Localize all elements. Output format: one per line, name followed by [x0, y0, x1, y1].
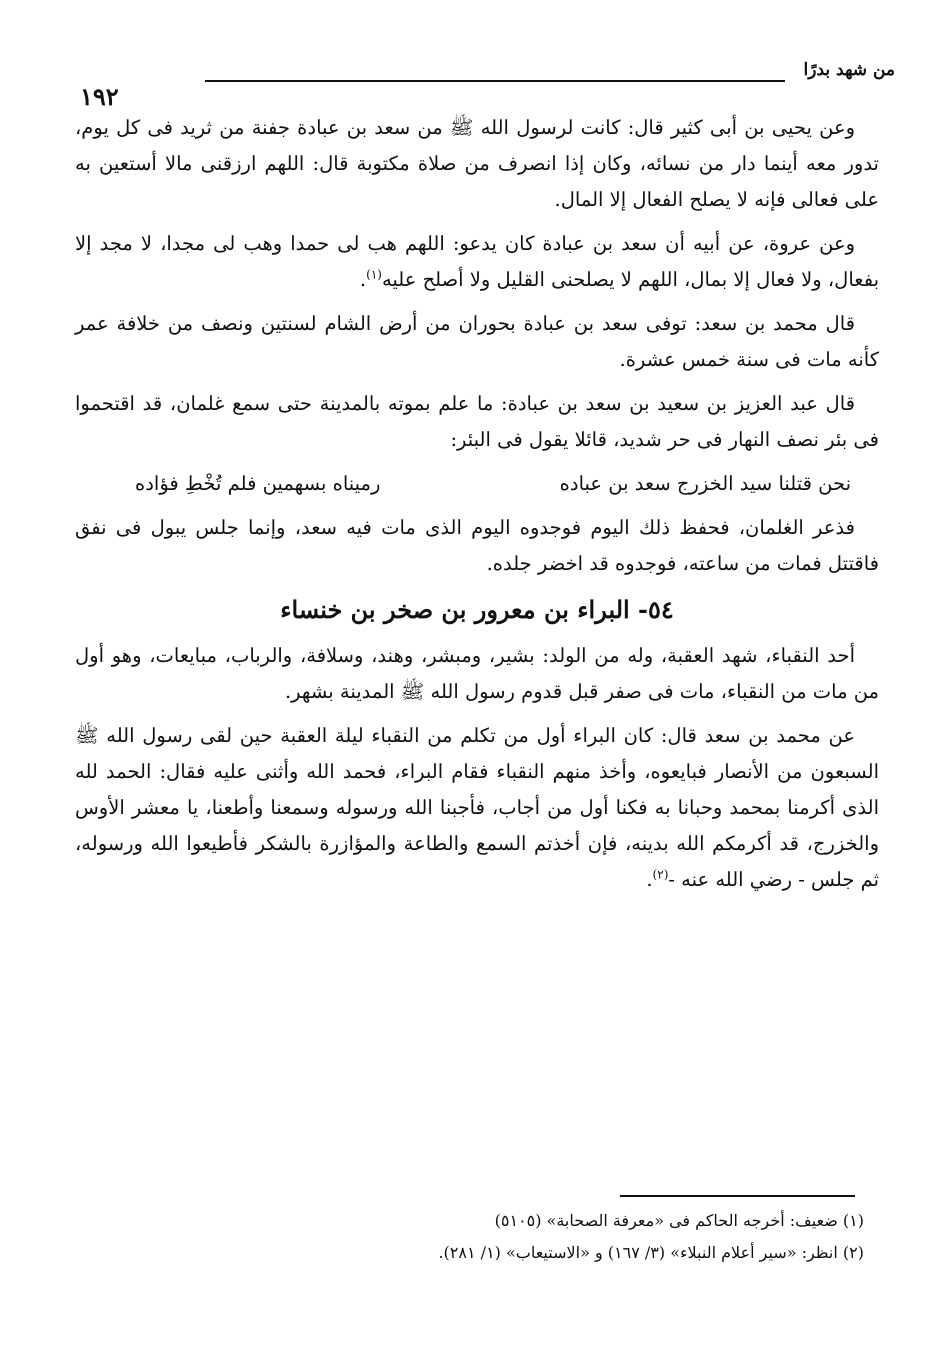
paragraph: أحد النقباء، شهد العقبة، وله من الولد: بشير، ومبشر، وهند، وسلافة، والرباب، مبايعات، وهو أول من مات من النقباء، مات فى صفر قبل قدوم رسول الله ﷺ المدينة بشهر. — [75, 644, 879, 703]
page-header — [80, 52, 895, 111]
footnotes — [150, 1205, 864, 1269]
footnote: (٢) انظر: «سير أعلام النبلاء» (٣/ ١٦٧) و «الاستيعاب» (١/ ٢٨١). — [438, 1243, 864, 1262]
verse-first-hemistich: نحن قتلنا سيد الخزرج سعد بن عباده — [559, 472, 851, 495]
paragraph: قال عبد العزيز بن سعيد بن سعد بن عبادة: ما علم بموته بالمدينة حتى سمع غلمان، قد اقتحموا فى بئر نصف النهار فى حر شديد، قائلا يقول فى البئر: — [75, 392, 879, 451]
footnote-ref: (٢) — [652, 867, 669, 882]
footnote-ref: (١) — [366, 267, 382, 282]
paragraph-end: . — [646, 868, 653, 891]
paragraph-text: عن محمد بن سعد قال: كان البراء أول من تكلم من النقباء ليلة العقبة حين لقى رسول الله ﷺ السبعون من الأنصار فبايعوه، وأخذ منهم النقباء فقام البراء، فحمد الله وأثنى عليه فقال: الحمد لله الذى أكرمنا بمحمد وحبانا به فكنا أول من أجاب، فأجبنا الله ورسوله وسمعنا وأطعنا، يا معشر الأوس والخزرج، قد أكرمكم الله بدينه، فإن أخذتم السمع والطاعة والمؤازرة بالشكر فأطيعوا الله ورسوله، ثم جلس - رضي الله عنه - — [75, 724, 879, 891]
footnote: (١) ضعيف: أخرجه الحاكم فى «معرفة الصحابة» (٥١٠٥) — [494, 1211, 864, 1230]
paragraph: فذعر الغلمان، فحفظ ذلك اليوم فوجدوه اليوم الذى مات فيه سعد، وإنما جلس يبول فى نفق فاقتتل فمات من ساعته، فوجدوه قد اخضر جلده. — [75, 516, 879, 575]
paragraph: وعن يحيى بن أبى كثير قال: كانت لرسول الله ﷺ من سعد بن عبادة جفنة من ثريد فى كل يوم، تدور معه أينما دار من نسائه، وكان إذا انصرف من صلاة مكتوبة قال: اللهم ارزقنى مالا أستعين به على فعالى فإنه لا يصلح الفعال إلا المال. — [75, 116, 879, 211]
paragraph-text: وعن عروة، عن أبيه أن سعد بن عبادة كان يدعو: اللهم هب لى حمدا وهب لى مجدا، لا مجد إلا بفعال، ولا فعال إلا بمال، اللهم لا يصلحنى القليل ولا أصلح عليه — [75, 232, 879, 291]
section-heading: ٥٤- البراء بن معرور بن صخر بن خنساء — [280, 595, 674, 624]
running-title: من شهد بدرًا — [803, 60, 895, 80]
page-number: ١٩٢ — [80, 82, 119, 111]
paragraph — [75, 226, 879, 298]
main-text — [75, 110, 879, 906]
paragraph — [75, 718, 879, 898]
verse-second-hemistich: رميناه بسهمين فلم تُخْطِ فؤاده — [135, 472, 381, 495]
paragraph: قال محمد بن سعد: توفى سعد بن عبادة بحوران من أرض الشام لسنتين ونصف من خلافة عمر كأنه مات فى سنة خمس عشرة. — [75, 312, 879, 371]
paragraph-end: . — [359, 268, 367, 291]
poem-verse — [75, 466, 879, 502]
header-rule — [205, 80, 785, 82]
footnote-rule — [620, 1195, 855, 1197]
